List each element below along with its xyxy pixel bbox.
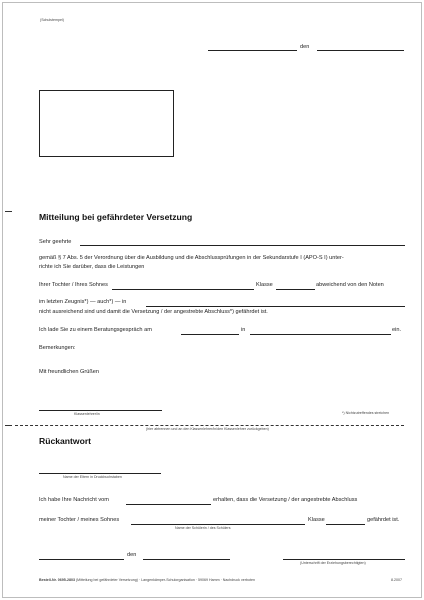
address-window [39, 90, 174, 157]
subjects-line[interactable] [146, 306, 405, 307]
student-name-line[interactable] [131, 524, 305, 525]
stamp-label: (Schulstempel) [40, 18, 64, 22]
reply-end: gefährdet ist. [367, 517, 400, 523]
place-line[interactable] [208, 50, 297, 51]
salutation-line[interactable] [80, 245, 405, 246]
class-line[interactable] [276, 289, 315, 290]
edition: 8.2007 [391, 578, 402, 582]
date-line[interactable] [317, 50, 404, 51]
reply-date-word: den [127, 552, 137, 558]
reply-child: meiner Tochter / meines Sohnes [39, 517, 120, 523]
child-name-line[interactable] [112, 289, 254, 290]
cut-note: (hier abtrennen und an den Klassenlehrer/in/den Klassenlehrer zurückgeben) [146, 427, 269, 431]
signature-label: (Unterschrift der Erziehungsberechtigten) [300, 561, 366, 565]
child-prefix: Ihrer Tochter / Ihres Sohnes [39, 282, 108, 288]
parent-name-label: Name der Eltern in Druckbuchstaben [63, 475, 122, 479]
closing: Mit freundlichen Grüßen [39, 369, 100, 375]
teacher-signature-line[interactable] [39, 410, 162, 411]
paragraph-line-2: richte ich Sie darüber, dass die Leistungen [39, 264, 145, 270]
date-word: den [300, 44, 310, 50]
reply-heading: Rückantwort [39, 436, 92, 446]
footer-rest: (Mitteilung bei gefährdeter Versetzung) · Langenkämper-Schulorganisation · 59069 Hamm · Nachdruck verboten [74, 578, 255, 582]
deviating-text: abweichend von den Noten [316, 282, 384, 288]
invite-in: in [241, 327, 246, 333]
page-title: Mitteilung bei gefährdeter Versetzung [39, 212, 193, 222]
jeopardy-sentence: nicht ausreichend sind und damit die Versetzung / der angestrebte Abschluss*) gefährdet ist. [39, 309, 268, 315]
reply-date-line[interactable] [143, 559, 230, 560]
salutation: Sehr geehrte [39, 239, 72, 245]
cut-line [15, 425, 404, 426]
parent-signature-line[interactable] [283, 559, 405, 560]
appointment-place-line[interactable] [250, 334, 391, 335]
student-name-label: Name der Schülerin / des Schülers [175, 526, 231, 530]
footnote: *) Nichtzutreffendes streichen [342, 411, 390, 415]
invite-end: ein. [392, 327, 402, 333]
appointment-date-line[interactable] [181, 334, 239, 335]
teacher-label: Klassenlehrer/in [74, 412, 100, 416]
reply-class: Klasse [308, 517, 325, 523]
parent-name-line[interactable] [39, 473, 161, 474]
remarks-label: Bemerkungen: [39, 345, 76, 351]
report-prefix: im letzten Zeugnis*) — auch*) — in [39, 299, 127, 305]
paragraph-line-1: gemäß § 7 Abs. 5 der Verordnung über die Ausbildung und die Abschlussprüfungen in der Sekundarstufe I (APO-S I) unter- [39, 255, 344, 261]
reply-place-line[interactable] [39, 559, 124, 560]
order-number: Bestell-Nr. 0695-2803 [39, 578, 75, 582]
invite-prefix: Ich lade Sie zu einem Beratungsgespräch am [39, 327, 152, 333]
reply-class-line[interactable] [326, 524, 365, 525]
message-date-line[interactable] [126, 504, 211, 505]
footer-text [39, 579, 255, 583]
fold-mark-2 [5, 425, 12, 426]
fold-mark [5, 211, 12, 212]
class-word: Klasse [256, 282, 273, 288]
reply-mid: erhalten, dass die Versetzung / der angestrebte Abschluss [213, 497, 358, 503]
reply-prefix: Ich habe Ihre Nachricht vom [39, 497, 109, 503]
